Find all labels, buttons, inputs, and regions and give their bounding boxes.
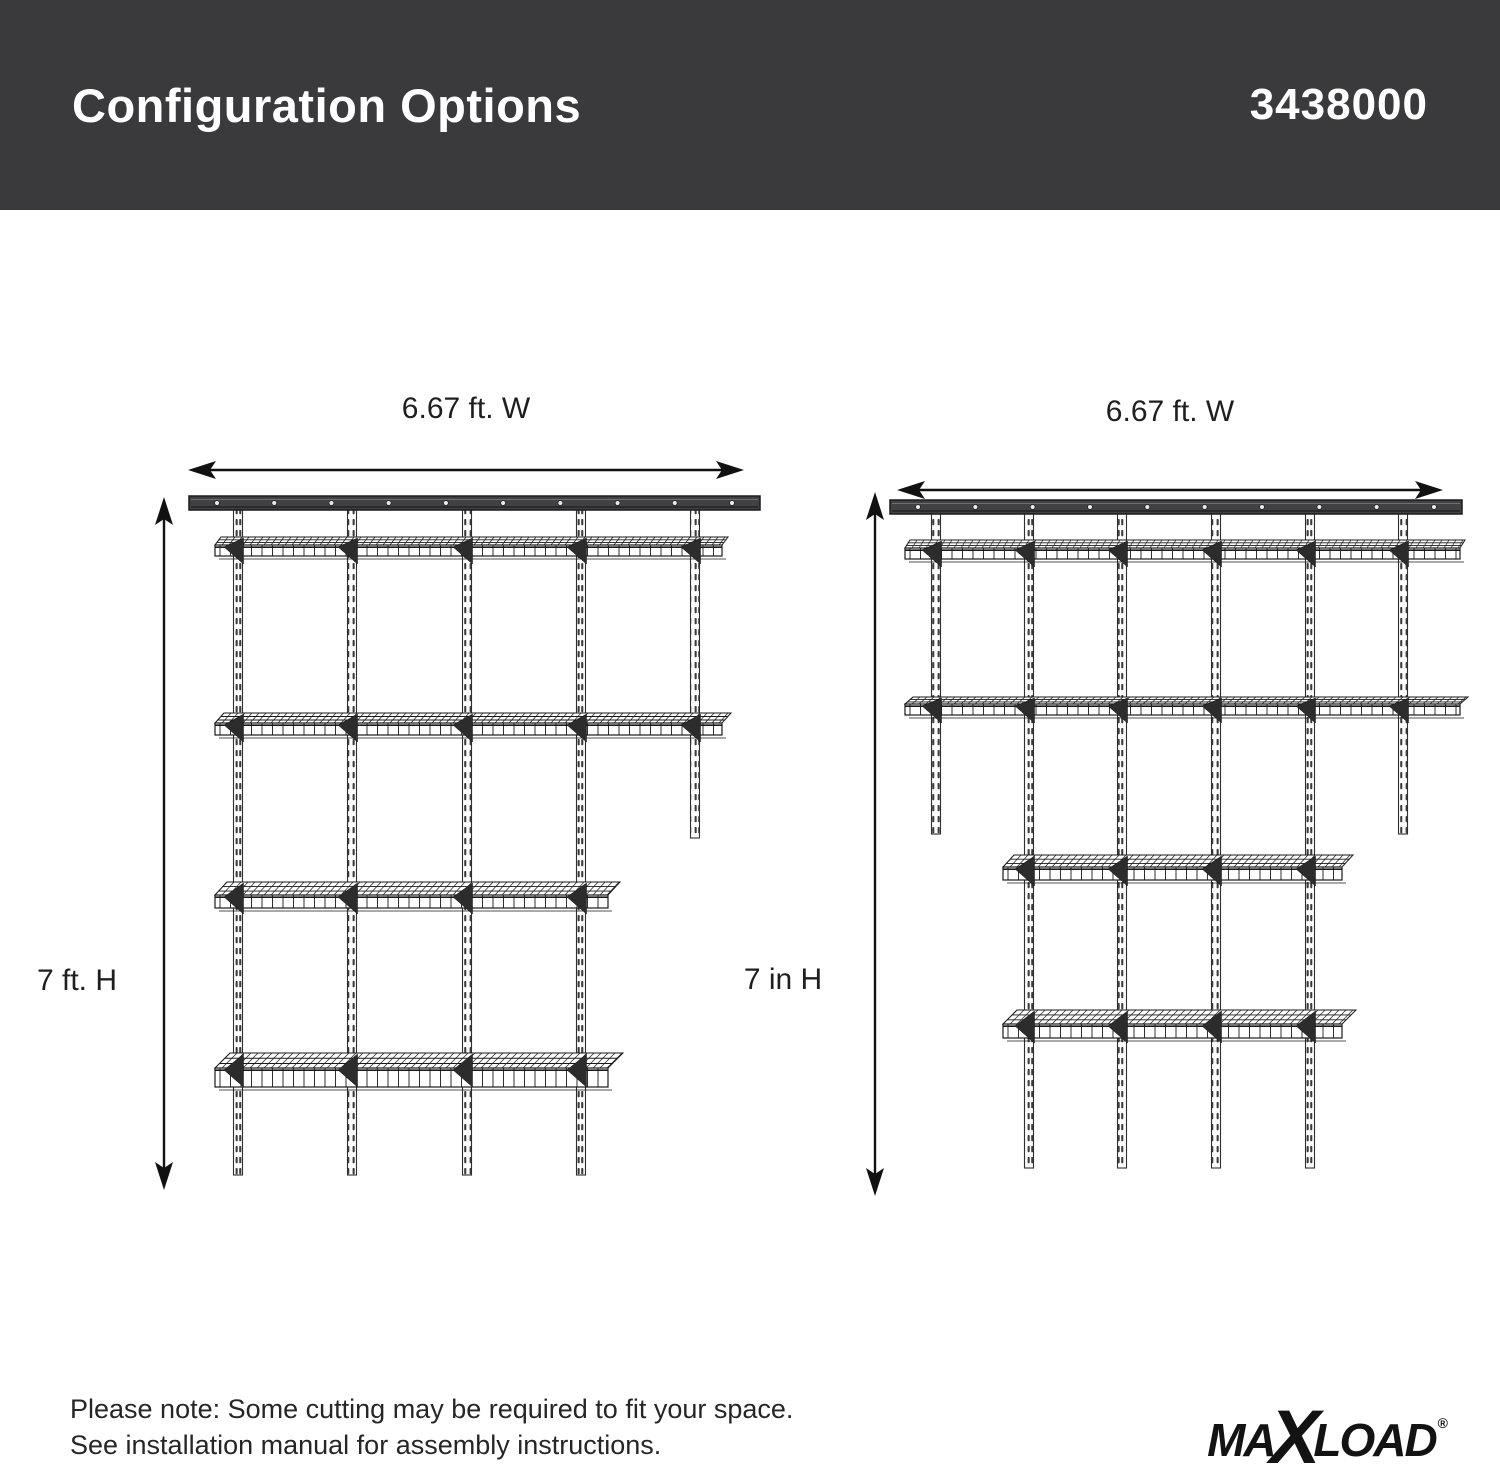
width-dimension-label-right: 6.67 ft. W: [1105, 395, 1235, 428]
part-number: 3438000: [1249, 80, 1428, 129]
logo-text-ma: MA: [1207, 1414, 1275, 1465]
height-dimension-label-left: 7 ft. H: [36, 964, 118, 997]
width-dimension-arrow: [897, 481, 1443, 499]
rail-screw-hole: [558, 501, 563, 506]
page-title: Configuration Options: [72, 78, 582, 132]
rail-screw-hole: [1030, 505, 1035, 510]
rail-screw-hole: [672, 501, 677, 506]
wire-shelf: [905, 540, 1465, 567]
diagram-left: [155, 461, 760, 1190]
height-dimension-arrow: [866, 492, 884, 1196]
logo-text-load: LOAD: [1313, 1414, 1436, 1465]
wire-shelf: [1003, 1010, 1356, 1043]
rail-screw-hole: [272, 501, 277, 506]
rail-screw-hole: [329, 501, 334, 506]
vertical-standard: [1025, 513, 1034, 1168]
rail-screw-hole: [386, 501, 391, 506]
footnote-line-2: See installation manual for assembly instructions.: [70, 1430, 662, 1460]
wire-shelf: [905, 697, 1468, 723]
width-dimension-arrow: [188, 461, 744, 479]
wire-shelf: [215, 537, 728, 564]
vertical-standard: [1118, 513, 1127, 1168]
registered-trademark-icon: ®: [1437, 1415, 1448, 1431]
height-dimension-label-right: 7 in H: [743, 963, 823, 996]
rail-screw-hole: [916, 505, 921, 510]
height-dimension-arrow: [155, 497, 173, 1190]
maxload-logo: MA X LOAD ®: [1207, 1395, 1448, 1465]
rail-screw-hole: [1317, 505, 1322, 510]
rail-screw-hole: [973, 505, 978, 510]
width-dimension-label-left: 6.67 ft. W: [401, 392, 531, 425]
footnote: [70, 1391, 793, 1463]
rail-screw-hole: [615, 501, 620, 506]
vertical-standard: [1212, 513, 1221, 1168]
rail-screw-hole: [443, 501, 448, 506]
rail-screw-hole: [501, 501, 506, 506]
rail-screw-hole: [1145, 505, 1150, 510]
diagram-right: [866, 481, 1468, 1196]
mount-rail: [189, 496, 760, 510]
rail-screw-hole: [1374, 505, 1379, 510]
rail-screw-hole: [1202, 505, 1207, 510]
mount-rail: [890, 500, 1462, 514]
rail-screw-hole: [730, 501, 735, 506]
vertical-standard: [1306, 513, 1315, 1168]
rail-screw-hole: [1088, 505, 1093, 510]
wire-shelf: [215, 1053, 623, 1090]
footnote-line-1: Please note: Some cutting may be required to fit your space.: [70, 1394, 794, 1424]
wire-shelf: [215, 713, 731, 742]
rail-screw-hole: [1260, 505, 1265, 510]
rail-screw-hole: [1432, 505, 1437, 510]
rail-screw-hole: [215, 501, 220, 506]
wire-shelf: [1003, 855, 1353, 886]
wire-shelf: [215, 882, 620, 914]
